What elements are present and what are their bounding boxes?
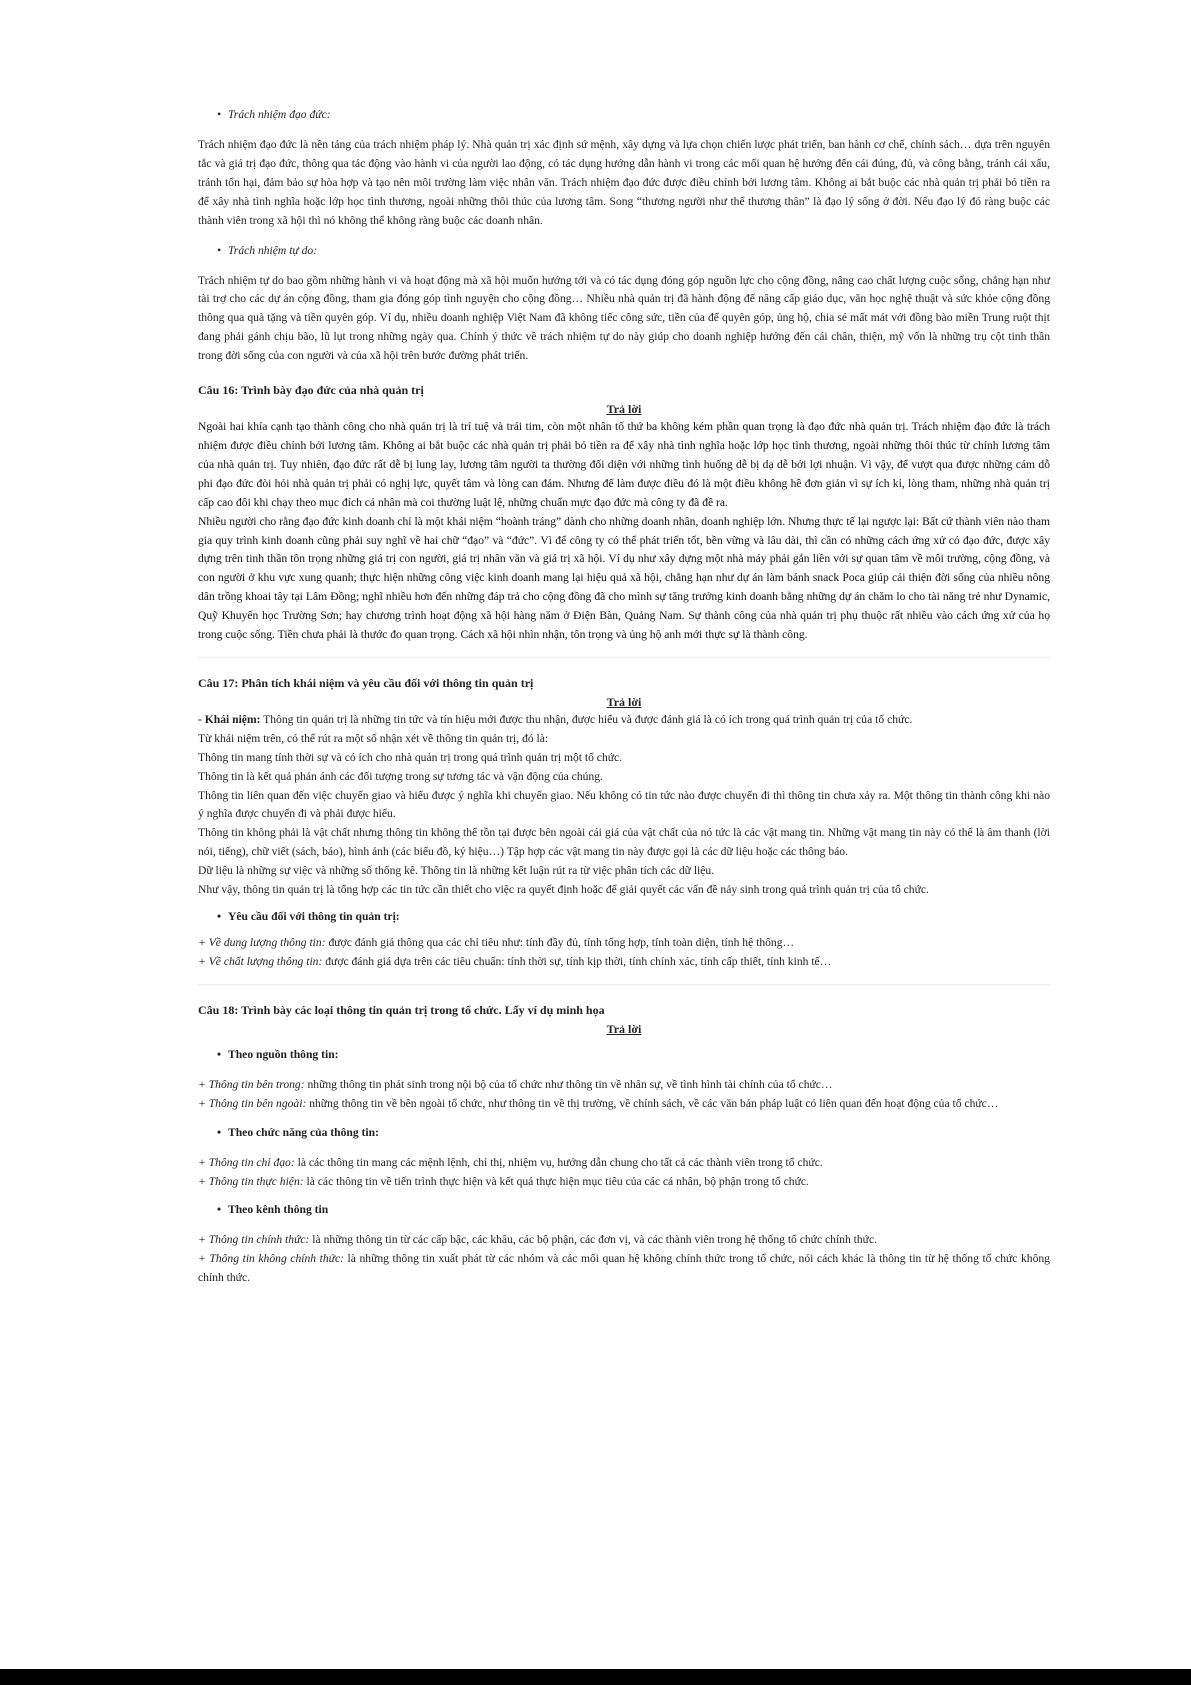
bullet-by-channel: • Theo kênh thông tin xyxy=(198,1201,1050,1219)
answer-heading-17: Trả lời xyxy=(606,694,642,709)
bullet-by-function: • Theo chức năng của thông tin: xyxy=(198,1124,1050,1142)
internal-text: những thông tin phát sinh trong nội bộ của tổ chức như thông tin về nhân sự, về tình hình tài chính của tổ chức… xyxy=(304,1077,833,1091)
q17-concept xyxy=(198,711,1050,730)
paragraph-ethical-responsibility: Trách nhiệm đạo đức là nền tảng của trách nhiệm pháp lý. Nhà quản trị xác định sứ mệnh, xây dựng và lựa chọn chiến lược phát triển, ban hành cơ chế, chính sách… dựa trên nguyên tắc và giá trị đạo đức, thông qua tác động vào hành vi của người lao động, có tác dụng hướng dẫn hành vi trong các mối quan hệ hướng đến cái đúng, đủ, và công bằng, tránh cái xấu, tránh tổn hại, đảm bảo sự hòa hợp và tạo nên môi trường làm việc nhân văn. Trách nhiệm đạo đức được điều chỉnh bởi lương tâm. Không ai bắt buộc các nhà quản trị phải bỏ tiền ra để xây nhà tình nghĩa hoặc lớp học tình thương, ngoài những thôi thúc của lương tâm. Song “thương người như thể thương thân” là đạo lý sống ở đời. Nếu đạo lý đó ràng buộc các thành viên trong xã hội thì nó không thể không ràng buộc các doanh nhân. xyxy=(198,138,1050,227)
question-17-title: Câu 17: Phân tích khái niệm và yêu cầu đối với thông tin quản trị xyxy=(198,675,534,690)
q17-line-5: Thông tin không phải là vật chất nhưng thông tin không thể tồn tại được bên ngoài cái giá của vật chất của nó tức là các vật mang tin. Những vật mang tin này có thể là âm thanh (lời nói, tiếng), chữ viết (sách, báo), hình ảnh (các biểu đồ, ký hiệu…) Tập hợp các vật mang tin này được gọi là các dữ liệu hoặc các thông báo. xyxy=(198,826,1050,859)
execution-text: là các thông tin về tiến trình thực hiện và kết quả thực hiện mục tiêu của các cá nhân, bộ phận trong tổ chức. xyxy=(303,1174,809,1188)
question-16-title: Câu 16: Trình bày đạo đức của nhà quản trị xyxy=(198,383,424,398)
req-capacity-text: được đánh giá thông qua các chỉ tiêu như: tính đầy đủ, tính tổng hợp, tính toàn diện, tính hệ thống… xyxy=(325,936,795,949)
bullet-by-source: • Theo nguồn thông tin: xyxy=(198,1046,1050,1064)
q16-paragraph-2: Nhiều người cho rằng đạo đức kinh doanh chỉ là một khái niệm “hoành tráng” dành cho những doanh nhân, doanh nghiệp lớn. Nhưng thực tế lại ngược lại: Bất cứ thành viên nào tham gia quy trình kinh doanh cũng phải suy nghĩ về hai chữ “đạo” và “đức”. Vì để công ty có thể phát triển tốt, bền vững và lâu dài, thì cần có những cách ứng xử có đạo đức, được xây dựng trên tinh thần tôn trọng những giá trị con người, giá trị nhân văn và giá trị xã hội. Ví dụ như xây dựng một nhà máy phải gắn liền với sự quan tâm về môi trường, cộng đồng, và con người ở khu vực xung quanh; thực hiện những công việc kinh doanh mang lại hiệu quả xã hội, chẳng hạn như dự án làm bánh snack Poca giúp cải thiện đời sống của nhiều nông dân trồng khoai tây tại Lâm Đồng; nghĩ nhiều hơn đến những đáp trả cho cộng đồng đã cho mình sự tăng trưởng kinh doanh bằng những dự án chăm lo cho tài năng trẻ như Dynamic, Quỹ Khuyến học Trường Sơn; hay chương trình hoạt động xã hội hàng năm ở Điện Bàn, Quảng Nam. Sự thành công của nhà quản trị phụ thuộc rất nhiều vào cách ứng xử của họ trong cuộc sống. Tiền chưa phải là thước đo quan trọng. Cách xã hội nhìn nhận, tôn trọng và ủng hộ anh mới thực sự là thành công. xyxy=(198,514,1050,642)
q17-line-4: Thông tin liên quan đến việc chuyển giao và hiểu được ý nghĩa khi chuyển giao. Nếu không có tin tức nào được chuyển đi thì thông tin chưa xảy ra. Một thông tin thành công khi nào ý nghĩa được chuyển đi và phải được hiểu. xyxy=(198,788,1050,821)
bullet-ethical-responsibility: • Trách nhiệm đạo đức: xyxy=(198,106,1050,124)
q18-external xyxy=(198,1095,1050,1114)
q16-paragraph-1: Ngoài hai khía cạnh tạo thành công cho nhà quản trị là trí tuệ và trái tim, còn một nhân tố thứ ba không kém phần quan trọng là đạo đức nhà quản trị. Trách nhiệm đạo đức là trách nhiệm được điều chỉnh bởi lương tâm. Không ai bắt buộc các nhà quản trị phải bỏ tiền ra để xây nhà tình nghĩa hoặc lớp học tình thương, ngoài những thôi thúc từ chính lương tâm của nhà quản trị. Tuy nhiên, đạo đức rất dễ bị lung lay, lương tâm người ta thường đối diện với những tình huống dễ bị dạ dễ bởi lợi nhuận. Vì vậy, để vượt qua được những cám dỗ phi đạo đức đòi hỏi nhà quản trị phải có nghị lực, quyết tâm và lòng can đảm. Nhưng để làm được điều đó là một điều không hề đơn giản vì sự ích kỉ, lòng tham, những nhà quản trị cấp cao đôi khi chạy theo mục đích cá nhân mà coi thường luật lệ, những chuẩn mực đạo đức mà công ty đã đề ra. xyxy=(198,420,1050,509)
q18-formal xyxy=(198,1231,1050,1250)
internal-label: + Thông tin bên trong: xyxy=(198,1077,305,1091)
req-quality-text: được đánh giá dựa trên các tiêu chuẩn: tính thời sự, tính kịp thời, tính chính xác, tính cấp thiết, tính kinh tế… xyxy=(322,954,832,968)
q17-req-capacity xyxy=(198,934,1050,953)
directive-text: là các thông tin mang các mệnh lệnh, chỉ thị, nhiệm vụ, hướng dẫn chung cho tất cả các thành viên trong tổ chức. xyxy=(294,1155,823,1169)
section-divider xyxy=(198,657,1050,658)
document-page xyxy=(198,106,1050,1288)
informal-label: + Thông tin không chính thức: xyxy=(198,1252,344,1266)
q17-line-2: Thông tin mang tính thời sự và có ích cho nhà quản trị trong quá trình quản trị một tổ chức. xyxy=(198,750,623,764)
directive-label: + Thông tin chỉ đạo: xyxy=(198,1155,295,1169)
external-label: + Thông tin bên ngoài: xyxy=(198,1096,307,1110)
bottom-edge-bar xyxy=(0,1669,1191,1685)
req-quality-label: + Về chất lượng thông tin: xyxy=(198,954,323,968)
execution-label: + Thông tin thực hiện: xyxy=(198,1174,304,1188)
concept-label: - Khái niệm: xyxy=(198,712,261,726)
answer-heading-16: Trả lời xyxy=(606,402,642,417)
answer-heading-18: Trả lời xyxy=(606,1021,642,1036)
q18-internal xyxy=(198,1076,1050,1095)
q17-line-7: Như vậy, thông tin quản trị là tổng hợp các tin tức cần thiết cho việc ra quyết định hoặc để giải quyết các vấn đề nảy sinh trong quá trình quản trị của tổ chức. xyxy=(198,883,929,897)
bullet-voluntary-responsibility: • Trách nhiệm tự do: xyxy=(198,242,1050,260)
informal-text: là những thông tin xuất phát từ các nhóm và các mối quan hệ không chính thức trong tổ chức, nói cách khác là thông tin từ hệ thống tổ chức không chính thức. xyxy=(198,1252,1050,1285)
req-capacity-label: + Về dung lượng thông tin: xyxy=(198,936,326,949)
paragraph-voluntary-responsibility: Trách nhiệm tự do bao gồm những hành vi và hoạt động mà xã hội muốn hướng tới và có tác dụng đóng góp nguồn lực cho cộng đồng, nâng cao chất lượng cuộc sống, chẳng hạn như tài trợ cho các dự án cộng đồng, tham gia đóng góp tình nguyện cho cộng đồng… Nhiều nhà quản trị đã hành động để nâng cấp giáo dục, văn học nghệ thuật và sức khỏe cộng đồng thông qua quà tặng và tiền quyên góp. Ví dụ, nhiều doanh nghiệp Việt Nam đã không tiếc công sức, tiền của để quyên góp, ủng hộ, chia sẻ mất mát với đồng bào miền Trung ruột thịt đang phải gánh chịu bão, lũ lụt trong những ngày qua. Chính ý thức về trách nhiệm tự do này giúp cho doanh nghiệp hướng đến cái chân, thiện, mỹ vốn là những trụ cột tinh thần trong đời sống của con người và của xã hội trên bước đường phát triển. xyxy=(198,273,1050,363)
bullet-requirements: • Yêu cầu đối với thông tin quản trị: xyxy=(198,908,1050,926)
q18-directive xyxy=(198,1154,1050,1173)
q17-line-6: Dữ liệu là những sự việc và những số thống kê. Thông tin là những kết luận rút ra từ việc phân tích các dữ liệu. xyxy=(198,864,715,878)
q17-req-quality xyxy=(198,953,1050,972)
q17-line-1: Từ khái niệm trên, có thể rút ra một số nhận xét về thông tin quản trị, đó là: xyxy=(198,731,549,745)
question-18-title: Câu 18: Trình bày các loại thông tin quản trị trong tổ chức. Lấy ví dụ minh họa xyxy=(198,1002,605,1017)
section-divider xyxy=(198,984,1050,985)
external-text: những thông tin về bên ngoài tổ chức, như thông tin về thị trường, về chính sách, về các văn bản pháp luật có liên quan đến hoạt động của tổ chức… xyxy=(306,1096,999,1110)
q18-execution xyxy=(198,1173,1050,1192)
q17-line-3: Thông tin là kết quả phản ánh các đối tượng trong sự tương tác và vận động của chúng. xyxy=(198,769,603,783)
formal-label: + Thông tin chính thức: xyxy=(198,1233,310,1247)
concept-text: Thông tin quản trị là những tin tức và tín hiệu mới được thu nhận, được hiểu và được đánh giá là có ích trong quá trình quản trị của tổ chức. xyxy=(260,712,913,726)
formal-text: là những thông tin từ các cấp bậc, các khâu, các bộ phận, các đơn vị, và các thành viên trong hệ thống tổ chức chính thức. xyxy=(309,1233,878,1247)
q18-informal xyxy=(198,1250,1050,1288)
